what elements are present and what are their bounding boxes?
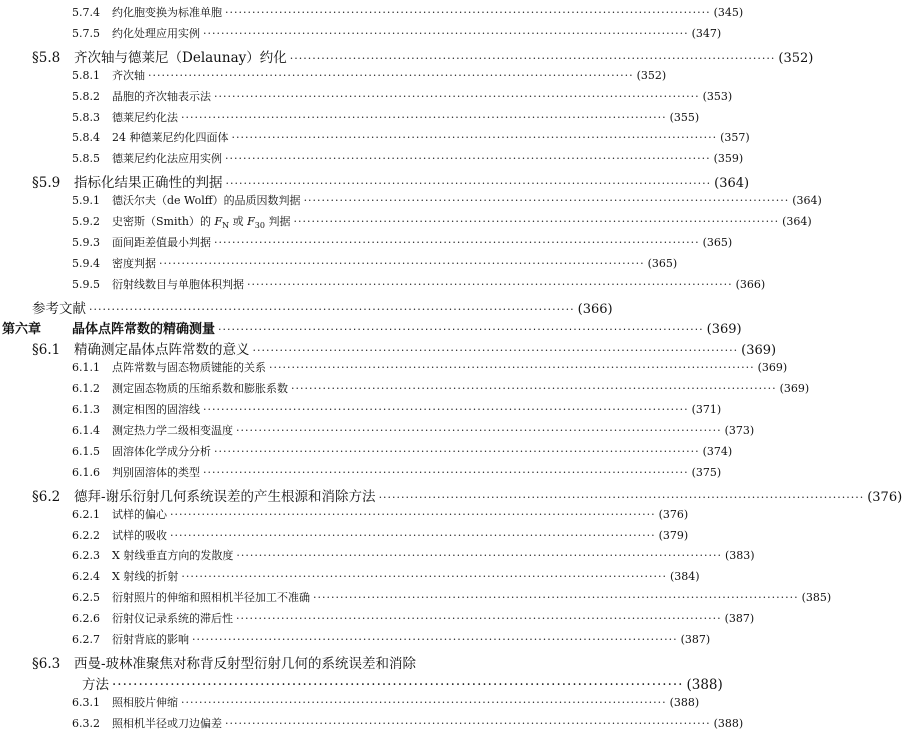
toc-entry-title: 衍射线数目与单胞体积判据 xyxy=(112,277,244,291)
toc-entry-title: 测定热力学二级相变温度 xyxy=(112,424,233,437)
toc-entry-label xyxy=(0,338,250,358)
toc-entry-label xyxy=(0,4,222,20)
toc-subsection[interactable] xyxy=(0,380,810,396)
toc-entry-number: 5.9.5 xyxy=(72,277,100,291)
toc-entry-page: (375) xyxy=(691,465,722,479)
toc-entry-page: (364) xyxy=(792,194,822,208)
toc-entry-title: 德莱尼约化法 xyxy=(112,110,178,124)
toc-entry-label xyxy=(0,589,310,605)
toc-subsection[interactable] xyxy=(0,359,788,375)
toc-entry-title: 晶胞的齐次轴表示法 xyxy=(112,89,211,103)
toc-subsection[interactable] xyxy=(0,715,744,731)
toc-entry-label xyxy=(0,129,229,145)
toc-entry-number: 6.2.7 xyxy=(72,633,100,646)
toc-leader-dots: ············································································································ xyxy=(159,256,645,270)
toc-entry-title: 齐次轴与德莱尼（Delaunay）约化 xyxy=(74,49,287,66)
toc-leader-dots: ············································································································ xyxy=(203,465,689,479)
toc-entry-number: 5.7.5 xyxy=(72,26,100,40)
toc-entry-number: 5.8.4 xyxy=(72,131,100,145)
toc-entry-label xyxy=(0,276,244,292)
toc-leader-dots: ············································································································ xyxy=(269,361,755,375)
toc-entry-number: 5.9.2 xyxy=(72,215,100,228)
toc-entry-number: 6.2.1 xyxy=(72,507,100,521)
toc-entry-number: 5.9.4 xyxy=(72,256,100,270)
toc-entry-number: 第六章 xyxy=(2,321,42,337)
toc-entry-page: (366) xyxy=(735,277,766,291)
toc-entry-title: 面间距差值最小判据 xyxy=(112,235,211,249)
toc-entry-label xyxy=(0,652,416,672)
toc-entry-number: 6.2.2 xyxy=(72,528,100,542)
toc-entry-label xyxy=(0,213,290,230)
toc-subsection[interactable] xyxy=(0,67,667,83)
toc-entry-title: 精确测定晶体点阵常数的意义 xyxy=(74,342,250,359)
toc-entry-number: §6.2 xyxy=(32,488,61,505)
toc-entry-title: 固溶体化学成分分析 xyxy=(112,444,211,458)
toc-entry-page: (355) xyxy=(669,110,700,124)
toc-subsection[interactable] xyxy=(0,443,733,459)
toc-entry-label xyxy=(0,255,156,271)
toc-entry-references[interactable] xyxy=(0,297,613,317)
toc-entry-number: 6.1.3 xyxy=(72,403,100,417)
toc-entry-label xyxy=(0,297,86,317)
toc-entry-label xyxy=(0,631,189,647)
toc-leader-dots: ············································································································ xyxy=(289,51,776,65)
toc-section[interactable] xyxy=(0,46,814,66)
toc-entry-number: 5.9.1 xyxy=(72,194,100,208)
toc-entry-page: (352) xyxy=(636,68,667,82)
toc-entry-page: (369) xyxy=(741,343,777,359)
toc-entry-title: 照相机半径或刀边偏差 xyxy=(112,716,222,730)
toc-entry-label xyxy=(0,318,215,337)
toc-entry-title: 约化处理应用实例 xyxy=(112,26,200,40)
toc-entry-label xyxy=(0,506,167,522)
toc-entry-title: 照相胶片伸缩 xyxy=(112,695,178,709)
toc-entry-title: 约化胞变换为标准单胞 xyxy=(112,6,222,19)
toc-entry-title: 密度判据 xyxy=(112,256,156,270)
toc-section[interactable] xyxy=(0,485,903,505)
toc-entry-title: X 射线垂直方向的发散度 xyxy=(112,549,234,563)
toc-entry-number: 5.8.3 xyxy=(72,110,100,124)
toc-subsection[interactable] xyxy=(0,255,678,271)
toc-subsection[interactable] xyxy=(0,506,689,522)
toc-subsection[interactable] xyxy=(0,464,722,480)
toc-entry-page: (387) xyxy=(680,633,711,646)
toc-entry-page: (364) xyxy=(714,176,750,192)
toc-entry-title: 指标化结果正确性的判据 xyxy=(74,175,223,192)
toc-leader-dots: ············································································································ xyxy=(225,716,711,730)
toc-entry-number: 5.8.2 xyxy=(72,89,100,103)
toc-subsection[interactable] xyxy=(0,4,744,20)
toc-entry-page: (387) xyxy=(724,612,755,626)
toc-subsection[interactable] xyxy=(0,401,722,417)
toc-entry-title: 试样的吸收 xyxy=(112,528,167,542)
toc-leader-dots: ············································································································ xyxy=(112,676,684,693)
toc-entry-label xyxy=(0,359,266,375)
toc-entry-title: 齐次轴 xyxy=(112,68,145,82)
toc-entry-label xyxy=(0,25,200,41)
toc-subsection[interactable] xyxy=(0,631,711,647)
toc-entry-page: (366) xyxy=(577,301,613,317)
toc-entry-page: (364) xyxy=(782,215,812,228)
toc-entry-page: (369) xyxy=(779,382,810,396)
toc-entry-number: §6.3 xyxy=(32,655,61,672)
toc-leader-dots: ············································································································ xyxy=(203,403,689,417)
toc-entry-title: 衍射照片的伸缩和照相机半径加工不准确 xyxy=(112,591,310,605)
toc-entry-page: (384) xyxy=(669,570,700,584)
toc-entry-page: (359) xyxy=(713,152,744,166)
toc-entry-page: (388) xyxy=(713,716,744,730)
toc-entry-title: 参考文献 xyxy=(32,300,86,317)
toc-entry-page: (383) xyxy=(724,549,755,563)
toc-leader-dots: ············································································································ xyxy=(181,570,667,584)
toc-entry-page: (385) xyxy=(801,591,832,605)
toc-entry-label xyxy=(0,422,233,438)
toc-entry-page: (369) xyxy=(706,321,742,337)
toc-entry-page: (388) xyxy=(686,676,723,693)
toc-leader-dots: ············································································································ xyxy=(170,507,656,521)
toc-subsection[interactable] xyxy=(0,568,700,584)
toc-leader-dots: ············································································································ xyxy=(378,490,865,504)
toc-leader-dots: ············································································································ xyxy=(181,110,667,124)
toc-entry-title: 晶体点阵常数的精确测量 xyxy=(72,321,216,337)
toc-entry-label xyxy=(0,527,167,543)
toc-subsection[interactable] xyxy=(0,547,755,563)
toc-entry-page: (369) xyxy=(757,361,788,375)
toc-entry-number: §5.9 xyxy=(32,175,61,192)
toc-leader-dots: ············································································································ xyxy=(293,215,780,228)
toc-leader-dots: ············································································································ xyxy=(148,68,634,82)
toc-subsection[interactable] xyxy=(0,129,750,145)
toc-entry-page: (376) xyxy=(867,489,903,505)
toc-leader-dots: ············································································································ xyxy=(225,6,711,19)
toc-entry-label xyxy=(0,673,109,693)
toc-entry-number: 6.2.3 xyxy=(72,549,100,563)
toc-continuation[interactable] xyxy=(0,673,723,693)
toc-entry-title: X 射线的折射 xyxy=(112,570,179,584)
toc-entry-number: 5.9.3 xyxy=(72,235,100,249)
toc-entry-label xyxy=(0,150,222,166)
toc-entry-label xyxy=(0,109,178,125)
toc-subsection[interactable] xyxy=(0,694,700,710)
toc-entry-label xyxy=(0,610,233,626)
toc-leader-dots: ············································································································ xyxy=(214,444,700,458)
toc-entry-page: (388) xyxy=(669,695,700,709)
toc-leader-dots: ············································································································ xyxy=(252,344,739,358)
toc-entry-title: 德莱尼约化法应用实例 xyxy=(112,152,222,166)
toc-section[interactable] xyxy=(0,338,777,359)
toc-subsection[interactable] xyxy=(0,192,822,208)
toc-entry-title: 方法 xyxy=(82,676,109,693)
toc-entry-label xyxy=(0,88,211,104)
toc-subsection[interactable] xyxy=(0,25,722,41)
toc-entry-title: 德拜-谢乐衍射几何系统误差的产生根源和消除方法 xyxy=(74,488,376,505)
toc-entry-page: (353) xyxy=(702,89,733,103)
toc-leader-dots: ············································································································ xyxy=(291,382,777,396)
toc-leader-dots: ············································································································ xyxy=(192,633,678,646)
toc-section[interactable] xyxy=(0,171,750,192)
toc-subsection[interactable] xyxy=(0,276,766,292)
toc-entry-label xyxy=(0,715,222,731)
toc-entry-number: 6.3.2 xyxy=(72,716,100,730)
toc-entry-page: (373) xyxy=(724,424,755,437)
toc-entry-number: 5.7.4 xyxy=(72,6,100,19)
toc-entry-page: (379) xyxy=(658,528,689,542)
toc-entry-label xyxy=(0,234,211,250)
toc-entry-label xyxy=(0,46,287,66)
toc-entry-page: (357) xyxy=(720,131,750,145)
toc-entry-page: (352) xyxy=(778,50,814,66)
toc-entry-label xyxy=(0,401,200,417)
toc-entry-title: 试样的偏心 xyxy=(112,507,167,521)
toc-entry-number: 6.1.5 xyxy=(72,444,100,458)
toc-leader-dots: ············································································································ xyxy=(218,322,704,336)
toc-leader-dots: ············································································································ xyxy=(170,528,656,542)
toc-leader-dots: ············································································································ xyxy=(236,549,722,563)
toc-entry-number: §6.1 xyxy=(32,342,61,359)
toc-leader-dots: ············································································································ xyxy=(214,235,700,249)
toc-entry-title: 判别固溶体的类型 xyxy=(112,465,200,479)
toc-entry-title: 西曼-玻林准聚焦对称背反射型衍射几何的系统误差和消除 xyxy=(74,655,417,672)
toc-leader-dots: ············································································································ xyxy=(181,695,667,709)
toc-leader-dots: ············································································································ xyxy=(225,152,711,166)
toc-subsection[interactable] xyxy=(0,150,744,166)
toc-entry-number: 6.1.4 xyxy=(72,424,100,437)
toc-entry-number: 6.1.2 xyxy=(72,382,100,396)
toc-subsection[interactable] xyxy=(0,589,832,605)
toc-entry-title: 衍射背底的影响 xyxy=(112,633,189,646)
toc-leader-dots: ············································································································ xyxy=(236,424,722,437)
toc-subsection[interactable] xyxy=(0,234,733,250)
toc-entry-title: 24 种德莱尼约化四面体 xyxy=(112,131,229,145)
toc-entry-label xyxy=(0,547,233,563)
toc-entry-number: §5.8 xyxy=(32,49,61,66)
toc-entry-title: 测定固态物质的压缩系数和膨胀系数 xyxy=(112,382,288,396)
toc-entry-label xyxy=(0,67,145,83)
toc-entry-label xyxy=(0,568,178,584)
toc-entry-page: (365) xyxy=(647,256,678,270)
toc-subsection[interactable] xyxy=(0,109,700,125)
toc-entry-label xyxy=(0,443,211,459)
toc-entry-page: (374) xyxy=(702,444,733,458)
toc-entry-page: (365) xyxy=(702,235,733,249)
toc-entry-label xyxy=(0,464,200,480)
toc-entry-page: (345) xyxy=(713,6,744,19)
toc-subsection[interactable] xyxy=(0,527,689,543)
toc-leader-dots: ············································································································ xyxy=(313,591,799,605)
toc-chapter[interactable] xyxy=(0,318,742,337)
toc-entry-label xyxy=(0,694,178,710)
toc-subsection[interactable] xyxy=(0,422,755,438)
toc-leader-dots: ············································································································ xyxy=(231,131,718,145)
toc-entry-number: 6.2.5 xyxy=(72,591,100,605)
toc-entry-label xyxy=(0,192,301,208)
toc-entry-title: 史密斯（Smith）的 $F_N$ 或 $F_{30}$ 判据 xyxy=(112,215,291,231)
toc-entry-title: 衍射仪记录系统的滞后性 xyxy=(112,612,233,626)
toc-leader-dots: ············································································································ xyxy=(303,194,790,208)
toc-entry-label xyxy=(0,380,288,396)
toc-section[interactable] xyxy=(0,652,508,672)
toc-entry-label xyxy=(0,485,376,505)
toc-entry-number: 6.1.1 xyxy=(72,361,100,375)
toc-entry-number: 6.1.6 xyxy=(72,465,100,479)
toc-entry-number: 6.2.6 xyxy=(72,612,100,626)
toc-entry-page: (347) xyxy=(691,26,722,40)
toc-entry-number: 5.8.1 xyxy=(72,68,100,82)
toc-leader-dots: ············································································································ xyxy=(203,26,689,40)
toc-entry-title: 点阵常数与固态物质键能的关系 xyxy=(112,361,266,375)
toc-entry-number: 6.2.4 xyxy=(72,570,100,584)
toc-leader-dots: ············································································································ xyxy=(247,277,733,291)
toc-subsection[interactable] xyxy=(0,610,755,626)
toc-entry-number: 6.3.1 xyxy=(72,695,100,709)
toc-subsection[interactable] xyxy=(0,88,733,104)
toc-entry-page: (371) xyxy=(691,403,722,417)
toc-subsection[interactable] xyxy=(0,213,812,231)
toc-entry-label xyxy=(0,171,223,191)
toc-entry-title: 测定相图的固溶线 xyxy=(112,403,200,417)
toc-entry-title: 德沃尔夫（de Wolff）的品质因数判据 xyxy=(112,194,301,208)
toc-leader-dots: ············································································································ xyxy=(225,177,712,191)
toc-leader-dots: ············································································································ xyxy=(236,612,722,626)
toc-entry-number: 5.8.5 xyxy=(72,152,100,166)
toc-leader-dots: ············································································································ xyxy=(89,302,575,316)
toc-leader-dots: ············································································································ xyxy=(214,89,700,103)
toc-entry-page: (376) xyxy=(658,507,689,521)
